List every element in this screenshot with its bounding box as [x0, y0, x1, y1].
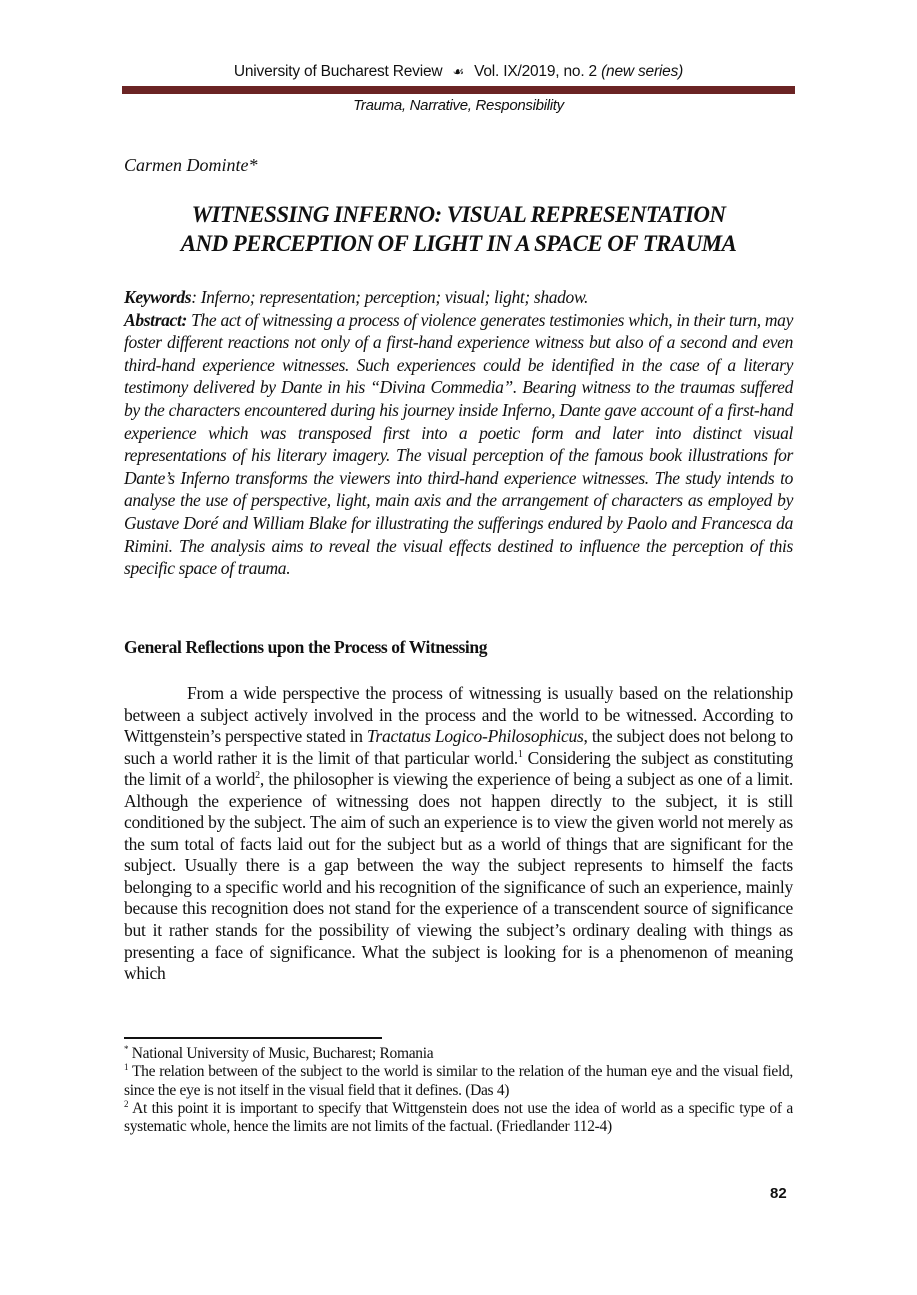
- paragraph: From a wide perspective the process of witnessing is usually based on the relationship between a subject actively involved in the process and the world to be witnessed. According to Wittgenstein’s perspective stated in Tractatus Logico-Philosophicus, the subject does not belong to such a world rather it is the limit of that particular world.$^1$ Considering the subject as constituting the limit of a world$^2$, the philosopher is viewing the experience of being a subject as one of a limit. Although the experience of witnessing does not happen directly to the subject, it is still conditioned by the subject. The aim of such an experience is to view the given world not merely as the sum total of facts laid out for the subject but as a world of things that are significant for the subject. Usually there is a gap between the way the subject represents to himself the facts belonging to a specific world and his recognition of the significance of such an experience, mainly because this recognition does not stand for the experience of a transcendent source of significance but it rather stands for the possibility of viewing the subject’s ordinary dealing with things as presenting a face of significance. What the subject is looking for is a phenomenon of meaning which: [124, 683, 793, 984]
- footnote-2: $^2$ At this point it is important to specify that Wittgenstein does not use the idea of world as a specific type of a systematic whole, hence the limits are not limits of the factual. (Friedlander 112-4): [124, 1098, 793, 1136]
- journal-series: (new series): [601, 63, 684, 80]
- footnote-separator: [124, 1037, 382, 1039]
- footnotes: [124, 1045, 793, 1136]
- abstract-block: [124, 286, 793, 580]
- header-rule: [122, 86, 795, 94]
- journal-name: University of Bucharest Review: [233, 63, 443, 80]
- abstract-label: Abstract:: [124, 309, 187, 330]
- title-line-1: WITNESSING INFERNO: VISUAL REPRESENTATION: [191, 202, 726, 227]
- title-line-2: AND PERCEPTION OF LIGHT IN A SPACE OF TRAUMA: [180, 231, 737, 256]
- issue-theme: Trauma, Narrative, Responsibility: [353, 97, 564, 114]
- abstract: [124, 309, 793, 580]
- footnote-ref-2[interactable]: 2: [255, 770, 260, 782]
- hand-ornament-icon: ☙: [452, 64, 464, 79]
- author-name: Carmen Dominte*: [124, 155, 258, 175]
- section-heading: General Reflections upon the Process of Witnessing: [124, 637, 488, 657]
- footnote-ref-1[interactable]: 1: [517, 748, 523, 760]
- running-header: [122, 62, 795, 82]
- body-text: [124, 683, 793, 985]
- book-title: Tractatus Logico-Philosophicus: [366, 726, 584, 747]
- footnote-author: * National University of Music, Bucharest; Romania: [124, 1043, 434, 1062]
- journal-volume: Vol. IX/2019, no. 2: [474, 63, 597, 80]
- footnote-1: $^1$ The relation between of the subject to the world is similar to the relation of the human eye and the visual field, since the eye is not itself in the visual field that it defines. (Das 4): [124, 1062, 793, 1099]
- keywords-text: : Inferno; representation; perception; visual; light; shadow.: [191, 287, 588, 307]
- article-title: [122, 200, 795, 258]
- keywords-label: Keywords: [124, 287, 192, 307]
- page-number: 82: [770, 1185, 787, 1202]
- abstract-text: The act of witnessing a process of violence generates testimonies which, in their turn, may foster different reactions not only of a first-hand experience witness but also of a second and even third-hand experience witnesses. Such experiences could be identified in the case of a literary testimony delivered by Dante in his “Divina Commedia”. Bearing witness to the traumas suffered by the characters encountered during his journey inside Inferno, Dante gave account of a first-hand experience which was transposed first into a poetic form and later into distinct visual representations of his literary imagery. The visual perception of the famous book illustrations for Dante’s Inferno transforms the viewers into third-hand experience witnesses. The study intends to analyse the use of perspective, light, main axis and the arrangement of characters as employed by Gustave Doré and William Blake for illustrating the sufferings endured by Paolo and Francesca da Rimini. The analysis aims to reveal the visual effects destined to influence the perception of this specific space of trauma.: [124, 309, 793, 579]
- author-footnote-mark: *: [248, 155, 258, 175]
- keywords: [124, 286, 793, 309]
